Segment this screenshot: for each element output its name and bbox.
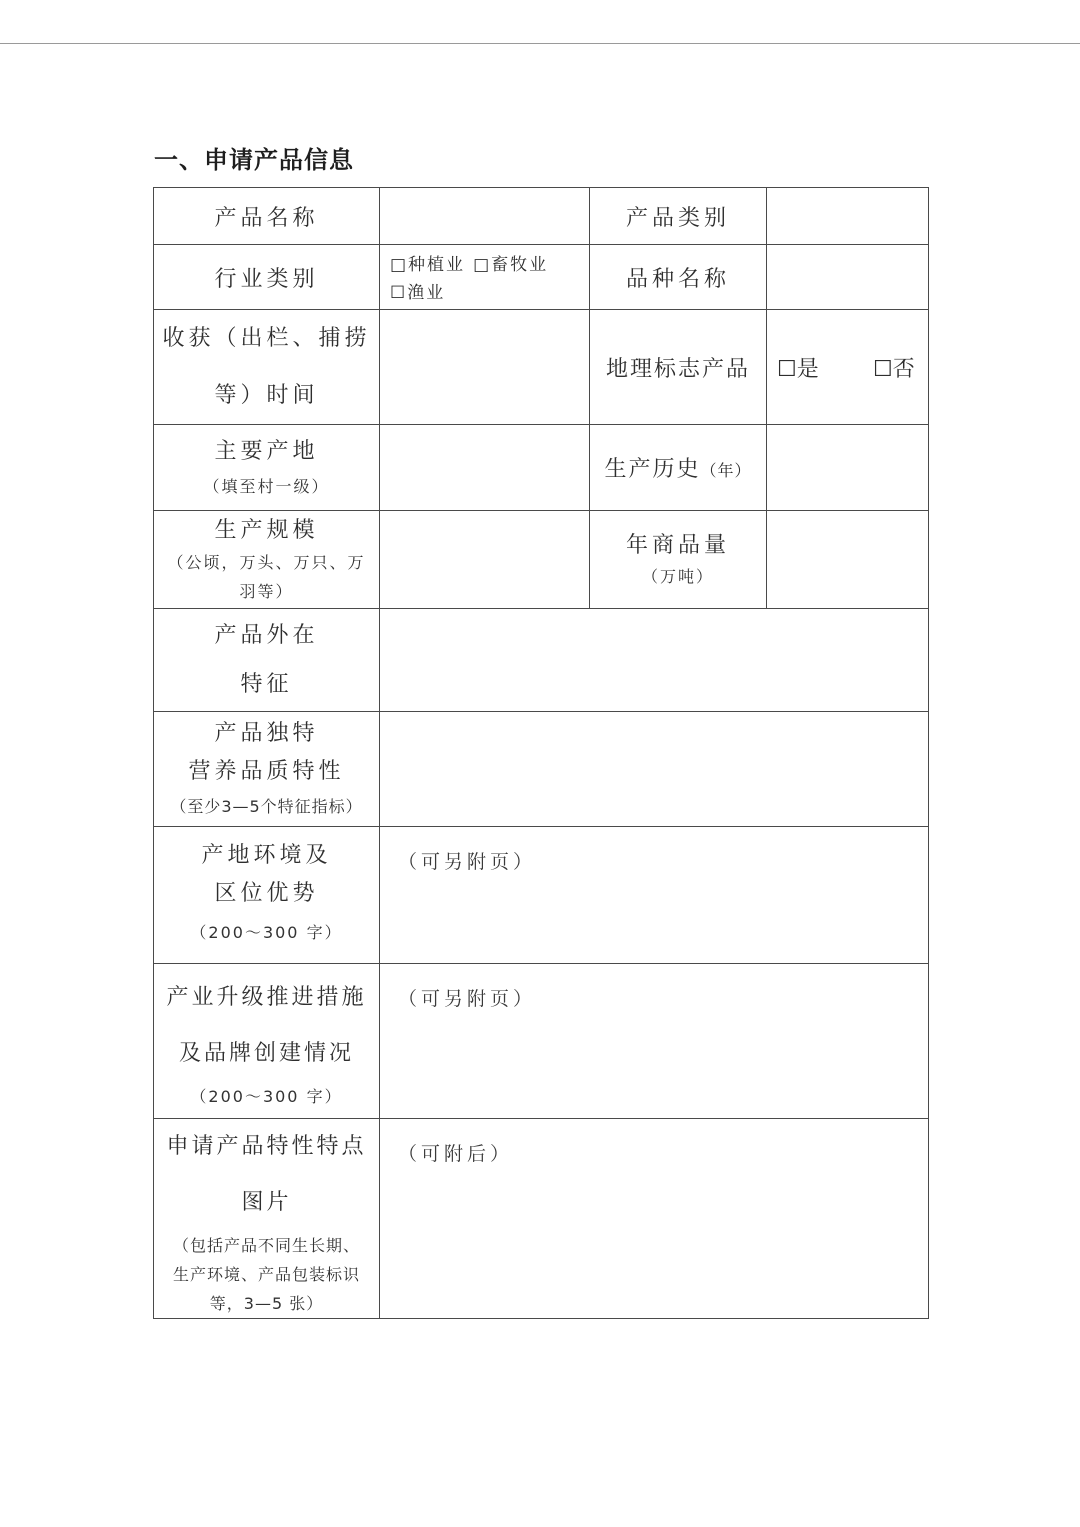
- industry-category-label: 行业类别: [154, 245, 380, 310]
- upgrade-label: 产业升级推进措施 及品牌创建情况 （200～300 字）: [154, 964, 380, 1119]
- production-history-label: 生产历史（年）: [590, 425, 767, 511]
- product-name-field[interactable]: [380, 188, 590, 245]
- row-upgrade: [154, 964, 929, 1119]
- environment-field[interactable]: [380, 827, 929, 964]
- appearance-field[interactable]: [380, 609, 929, 712]
- geo-no-checkbox[interactable]: ☐否: [873, 356, 915, 382]
- product-category-label: 产品类别: [590, 188, 767, 245]
- annual-output-label: 年商品量 （万吨）: [590, 511, 767, 609]
- main-origin-label: 主要产地 （填至村一级）: [154, 425, 380, 511]
- fishery-checkbox[interactable]: ☐渔业: [390, 283, 446, 303]
- product-category-field[interactable]: [767, 188, 929, 245]
- appearance-label: 产品外在 特征: [154, 609, 380, 712]
- planting-checkbox[interactable]: □种植业: [390, 255, 466, 275]
- geo-product-label: 地理标志产品: [590, 310, 767, 425]
- photos-label: 申请产品特性特点 图片 （包括产品不同生长期、 生产环境、产品包装标识 等，3—5 张）: [154, 1119, 380, 1319]
- row-environment: [154, 827, 929, 964]
- annual-output-field[interactable]: [767, 511, 929, 609]
- environment-note: （可另附页）: [398, 851, 537, 873]
- upgrade-field[interactable]: [380, 964, 929, 1119]
- product-info-table: [153, 187, 929, 1319]
- nutrition-field[interactable]: [380, 712, 929, 827]
- livestock-checkbox[interactable]: □畜牧业: [473, 255, 549, 275]
- photos-note: （可附后）: [398, 1143, 514, 1165]
- row-production-scale: [154, 511, 929, 609]
- product-name-label: 产品名称: [154, 188, 380, 245]
- row-industry-category: [154, 245, 929, 310]
- row-appearance: [154, 609, 929, 712]
- harvest-time-field[interactable]: [380, 310, 590, 425]
- row-product-name: [154, 188, 929, 245]
- row-photos: [154, 1119, 929, 1319]
- header-rule: [0, 43, 1080, 44]
- row-main-origin: [154, 425, 929, 511]
- production-scale-label: 生产规模 （公顷，万头、万只、万 羽等）: [154, 511, 380, 609]
- geo-product-options: [767, 310, 929, 425]
- upgrade-note: （可另附页）: [398, 988, 537, 1010]
- row-harvest-time: [154, 310, 929, 425]
- variety-name-label: 品种名称: [590, 245, 767, 310]
- nutrition-label: 产品独特 营养品质特性 （至少3—5个特征指标）: [154, 712, 380, 827]
- photos-field[interactable]: [380, 1119, 929, 1319]
- geo-yes-checkbox[interactable]: ☐是: [777, 356, 819, 382]
- industry-options: [380, 245, 590, 310]
- main-origin-field[interactable]: [380, 425, 590, 511]
- section-heading: 一、申请产品信息: [154, 146, 354, 174]
- environment-label: 产地环境及 区位优势 （200～300 字）: [154, 827, 380, 964]
- row-nutrition: [154, 712, 929, 827]
- production-history-field[interactable]: [767, 425, 929, 511]
- harvest-time-label: 收获（出栏、捕捞 等）时间: [154, 310, 380, 425]
- variety-name-field[interactable]: [767, 245, 929, 310]
- production-scale-field[interactable]: [380, 511, 590, 609]
